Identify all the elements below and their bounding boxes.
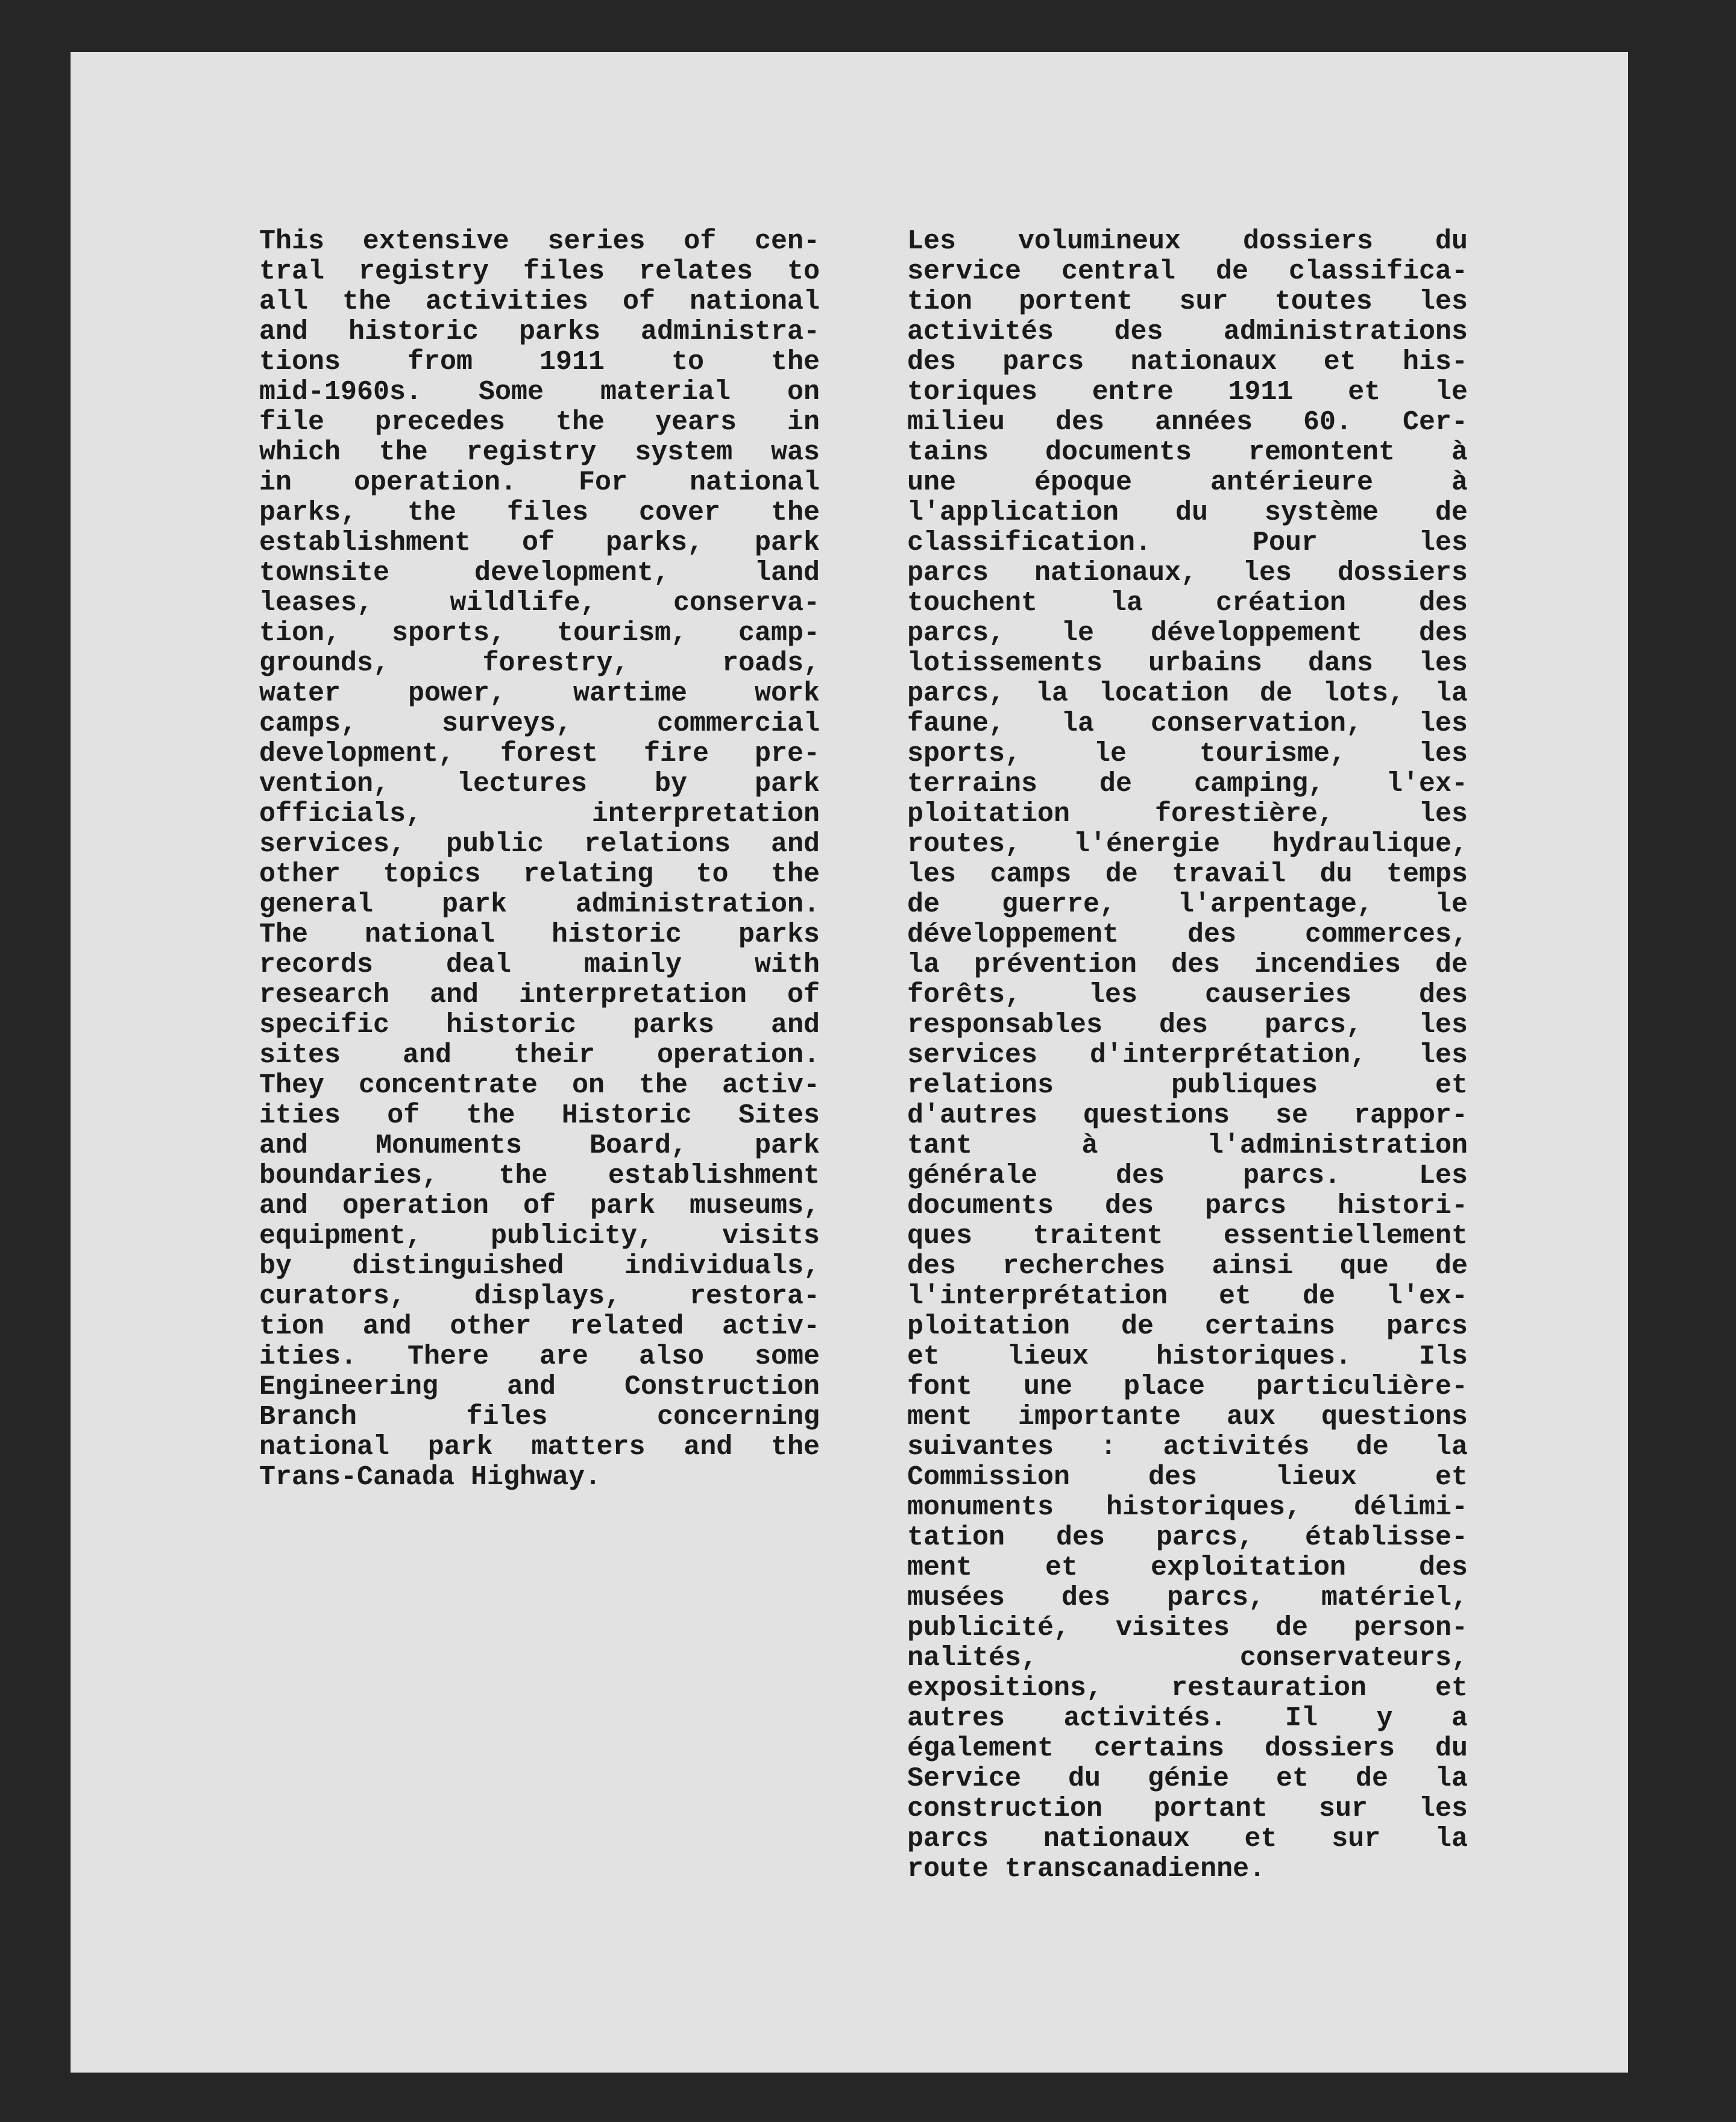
- english-text-line: and operation of park museums,: [259, 1191, 820, 1221]
- english-text-line: mid-1960s. Some material on: [259, 377, 820, 408]
- french-text-line: services d'interprétation, les: [907, 1041, 1468, 1071]
- english-text-line: records deal mainly with: [259, 950, 820, 980]
- english-text-line: boundaries, the establishment: [259, 1161, 820, 1191]
- english-text-line: tion and other related activ-: [259, 1312, 820, 1342]
- english-text-line: file precedes the years in: [259, 408, 820, 438]
- french-text-line: générale des parcs. Les: [907, 1161, 1468, 1191]
- french-text-line: font une place particulière-: [907, 1372, 1468, 1402]
- french-text-line: classification. Pour les: [907, 528, 1468, 558]
- english-text-line: sites and their operation.: [259, 1041, 820, 1071]
- french-text-line: et lieux historiques. Ils: [907, 1342, 1468, 1372]
- french-text-line: Commission des lieux et: [907, 1462, 1468, 1493]
- french-text-line: Service du génie et de la: [907, 1764, 1468, 1794]
- french-text-line: responsables des parcs, les: [907, 1010, 1468, 1041]
- english-text-line: leases, wildlife, conserva-: [259, 588, 820, 619]
- french-text-line: la prévention des incendies de: [907, 950, 1468, 980]
- french-text-line: les camps de travail du temps: [907, 860, 1468, 890]
- english-text-line: ities of the Historic Sites: [259, 1101, 820, 1131]
- english-text-line: vention, lectures by park: [259, 769, 820, 799]
- english-text-line: tion, sports, tourism, camp-: [259, 619, 820, 649]
- french-text-line: toriques entre 1911 et le: [907, 377, 1468, 408]
- english-text-line: This extensive series of cen-: [259, 227, 820, 257]
- english-text-line: tions from 1911 to the: [259, 347, 820, 377]
- english-text-line: national park matters and the: [259, 1432, 820, 1462]
- french-text-line: parcs, la location de lots, la: [907, 679, 1468, 709]
- french-text-line: monuments historiques, délimi-: [907, 1493, 1468, 1523]
- french-text-line: touchent la création des: [907, 588, 1468, 619]
- french-text-line: tation des parcs, établisse-: [907, 1523, 1468, 1553]
- english-text-line: services, public relations and: [259, 830, 820, 860]
- french-text-line: ques traitent essentiellement: [907, 1221, 1468, 1251]
- french-text-line: des recherches ainsi que de: [907, 1251, 1468, 1282]
- french-text-line: route transcanadienne.: [907, 1854, 1266, 1884]
- english-text-line: which the registry system was: [259, 438, 820, 468]
- french-text-line: tant à l'administration: [907, 1131, 1468, 1161]
- english-text-line: establishment of parks, park: [259, 528, 820, 558]
- english-text-line: grounds, forestry, roads,: [259, 649, 820, 679]
- english-text-line: by distinguished individuals,: [259, 1251, 820, 1282]
- french-text-line: également certains dossiers du: [907, 1734, 1468, 1764]
- french-text-line: développement des commerces,: [907, 920, 1468, 950]
- french-text-line: tains documents remontent à: [907, 438, 1468, 468]
- english-text-line: water power, wartime work: [259, 679, 820, 709]
- french-text-line: service central de classifica-: [907, 257, 1468, 287]
- english-text-line: They concentrate on the activ-: [259, 1071, 820, 1101]
- french-text-line: Les volumineux dossiers du: [907, 227, 1468, 257]
- french-text-line: faune, la conservation, les: [907, 709, 1468, 739]
- french-text-line: milieu des années 60. Cer-: [907, 408, 1468, 438]
- english-text-line: and historic parks administra-: [259, 317, 820, 347]
- english-text-line: officials, interpretation: [259, 799, 820, 830]
- french-text-line: l'interprétation et de l'ex-: [907, 1282, 1468, 1312]
- english-text-line: Branch files concerning: [259, 1402, 820, 1432]
- french-text-line: parcs nationaux, les dossiers: [907, 558, 1468, 588]
- french-text-line: l'application du système de: [907, 498, 1468, 528]
- french-text-line: de guerre, l'arpentage, le: [907, 890, 1468, 920]
- french-text-line: sports, le tourisme, les: [907, 739, 1468, 769]
- french-text-line: ploitation de certains parcs: [907, 1312, 1468, 1342]
- english-text-line: ities. There are also some: [259, 1342, 820, 1372]
- french-text-line: parcs nationaux et sur la: [907, 1824, 1468, 1854]
- english-text-line: in operation. For national: [259, 468, 820, 498]
- french-text-line: autres activités. Il y a: [907, 1704, 1468, 1734]
- english-text-line: all the activities of national: [259, 287, 820, 317]
- french-text-line: suivantes : activités de la: [907, 1432, 1468, 1462]
- english-text-line: curators, displays, restora-: [259, 1282, 820, 1312]
- english-text-line: townsite development, land: [259, 558, 820, 588]
- english-text-line: parks, the files cover the: [259, 498, 820, 528]
- french-text-line: lotissements urbains dans les: [907, 649, 1468, 679]
- french-text-line: ment importante aux questions: [907, 1402, 1468, 1432]
- french-text-line: parcs, le développement des: [907, 619, 1468, 649]
- english-text-line: research and interpretation of: [259, 980, 820, 1010]
- french-text-line: ploitation forestière, les: [907, 799, 1468, 830]
- french-text-line: tion portent sur toutes les: [907, 287, 1468, 317]
- french-text-line: nalités, conservateurs,: [907, 1643, 1468, 1673]
- french-text-line: musées des parcs, matériel,: [907, 1583, 1468, 1613]
- french-text-line: publicité, visites de person-: [907, 1613, 1468, 1643]
- french-text-line: documents des parcs histori-: [907, 1191, 1468, 1221]
- english-text-line: The national historic parks: [259, 920, 820, 950]
- french-text-line: construction portant sur les: [907, 1794, 1468, 1824]
- french-column: [907, 227, 1468, 1884]
- french-text-line: activités des administrations: [907, 317, 1468, 347]
- french-text-line: d'autres questions se rappor-: [907, 1101, 1468, 1131]
- english-text-line: development, forest fire pre-: [259, 739, 820, 769]
- english-column: [259, 227, 820, 1493]
- english-text-line: general park administration.: [259, 890, 820, 920]
- english-text-line: camps, surveys, commercial: [259, 709, 820, 739]
- french-text-line: relations publiques et: [907, 1071, 1468, 1101]
- english-text-line: other topics relating to the: [259, 860, 820, 890]
- english-text-line: Engineering and Construction: [259, 1372, 820, 1402]
- french-text-line: terrains de camping, l'ex-: [907, 769, 1468, 799]
- french-text-line: des parcs nationaux et his-: [907, 347, 1468, 377]
- french-text-line: routes, l'énergie hydraulique,: [907, 830, 1468, 860]
- french-text-line: une époque antérieure à: [907, 468, 1468, 498]
- french-text-line: forêts, les causeries des: [907, 980, 1468, 1010]
- document-page: [71, 52, 1628, 2073]
- english-text-line: Trans-Canada Highway.: [259, 1462, 602, 1493]
- english-text-line: tral registry files relates to: [259, 257, 820, 287]
- english-text-line: equipment, publicity, visits: [259, 1221, 820, 1251]
- english-text-line: and Monuments Board, park: [259, 1131, 820, 1161]
- english-text-line: specific historic parks and: [259, 1010, 820, 1041]
- french-text-line: expositions, restauration et: [907, 1673, 1468, 1704]
- french-text-line: ment et exploitation des: [907, 1553, 1468, 1583]
